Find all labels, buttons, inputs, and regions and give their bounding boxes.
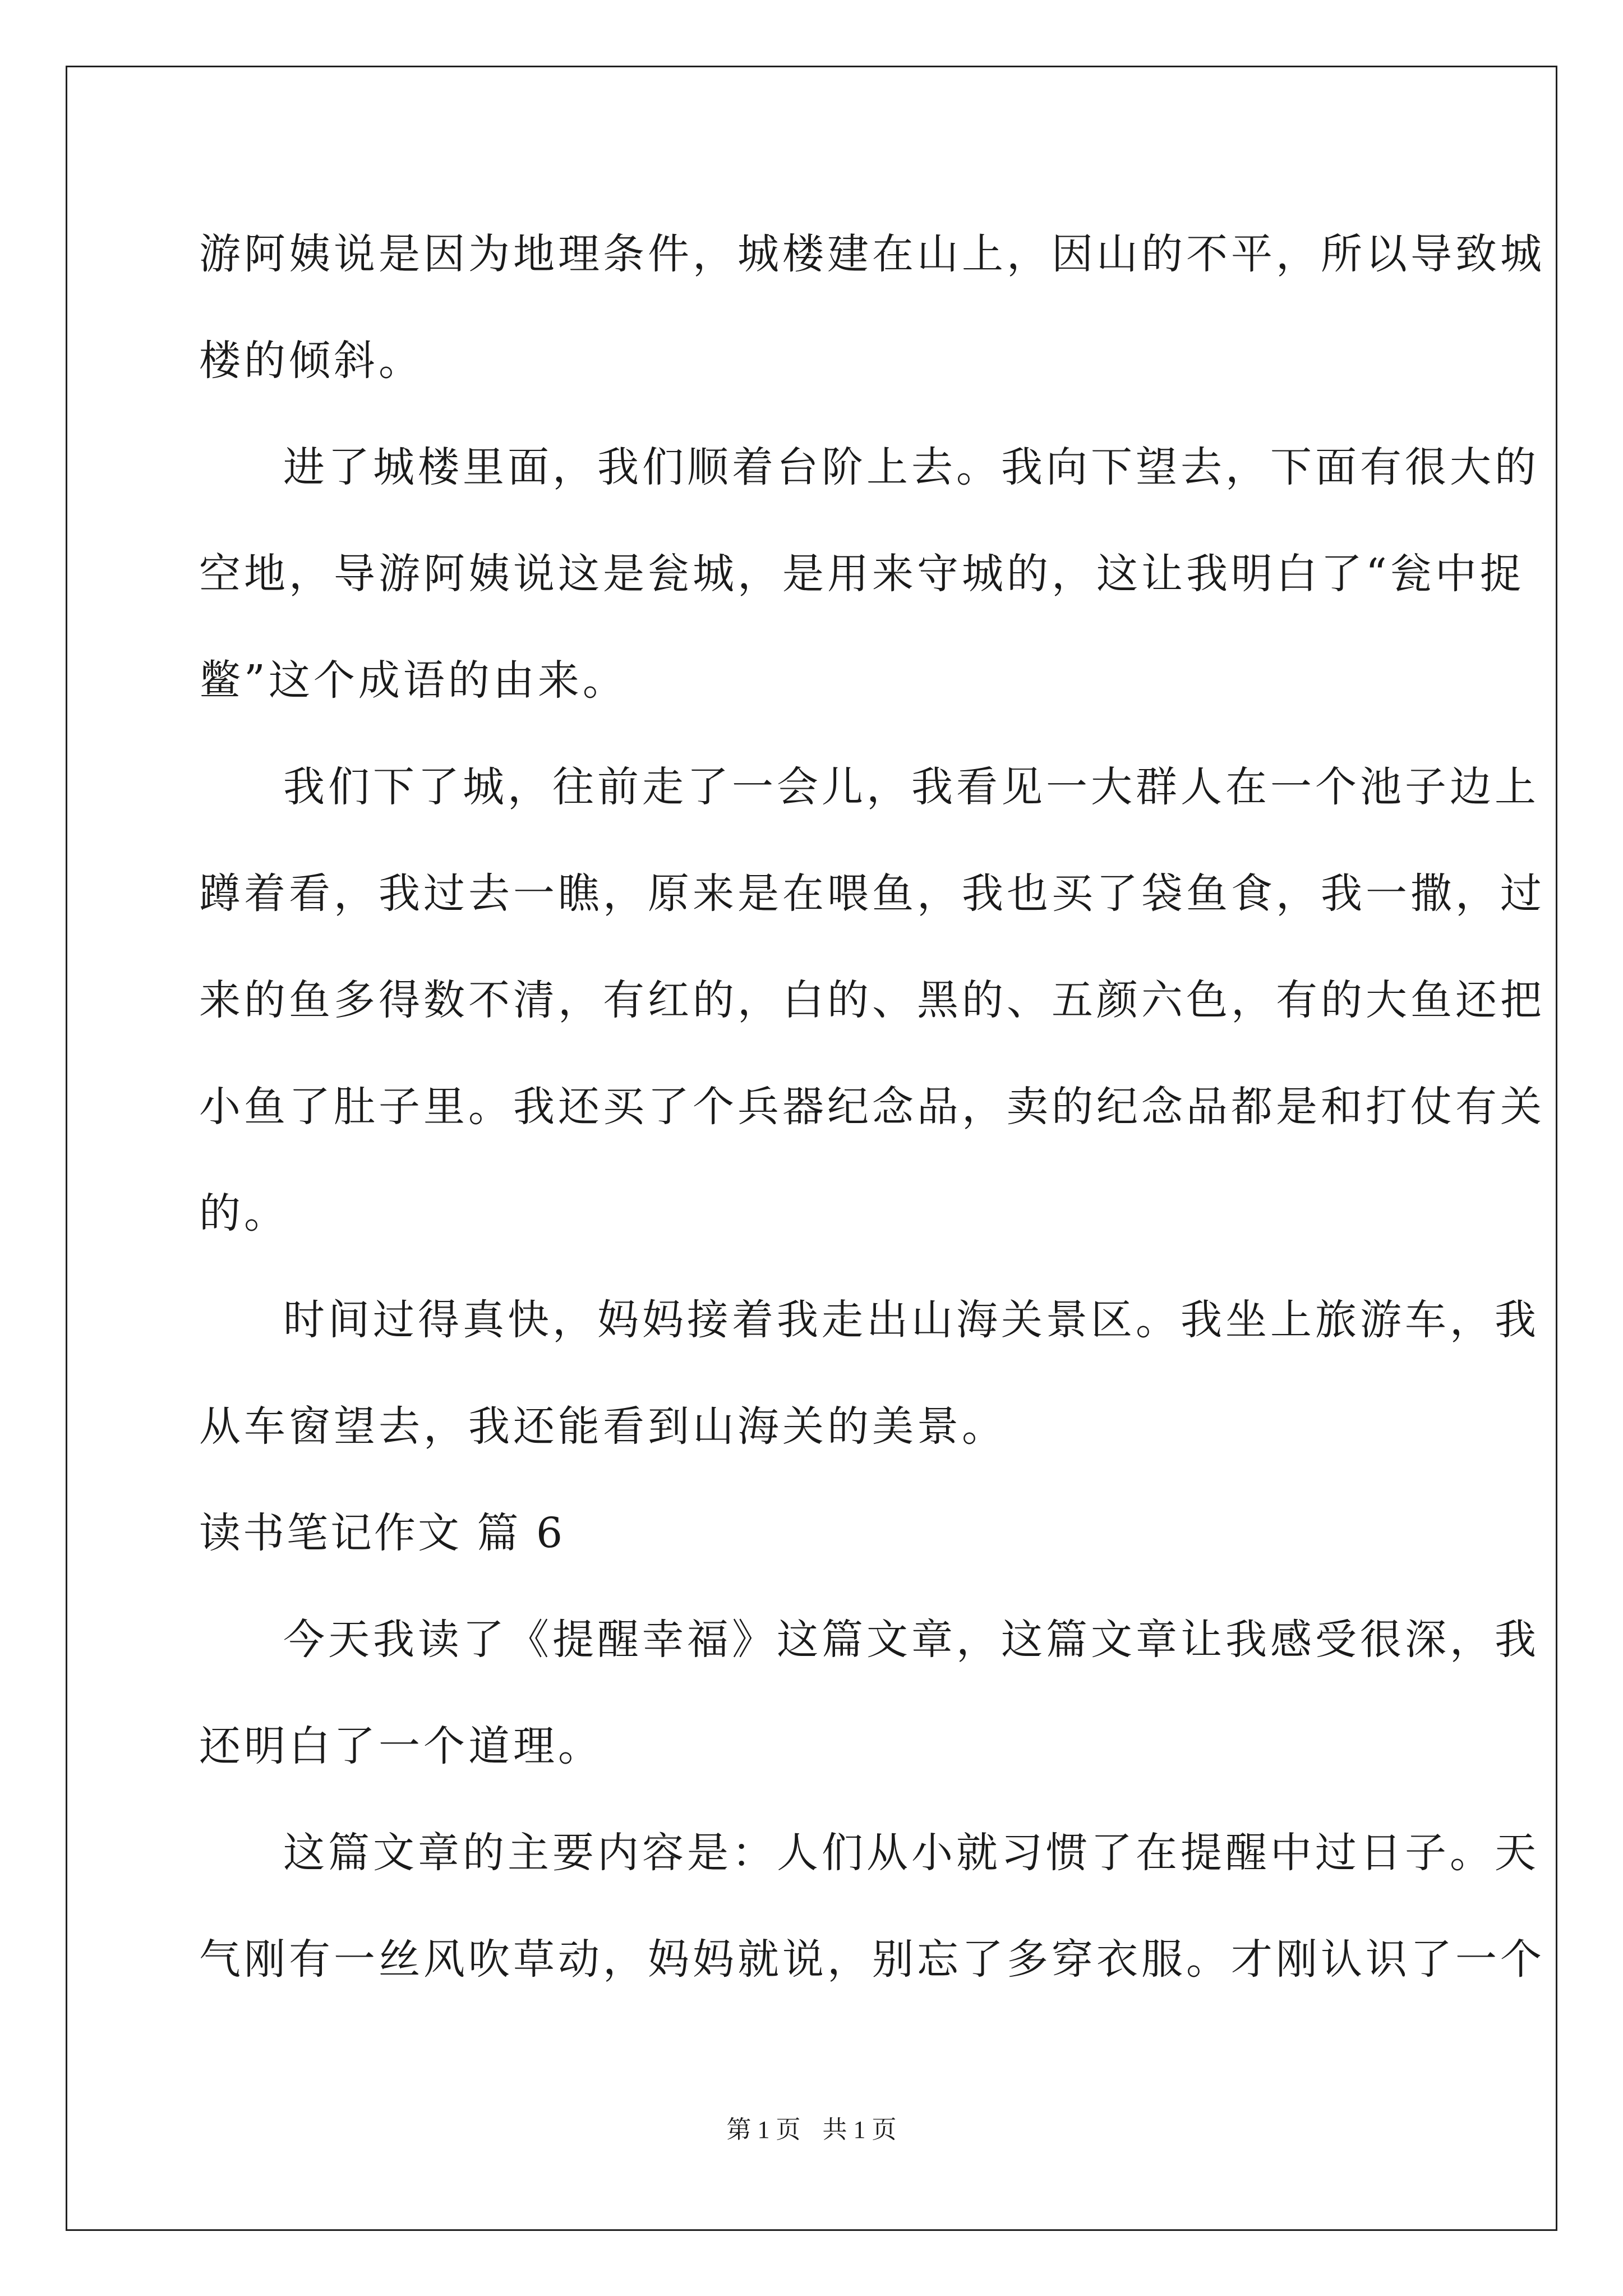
text-line: 来的鱼多得数不清，有红的，白的、黑的、五颜六色，有的大鱼还把 — [199, 976, 1545, 1024]
text-line: 这篇文章的主要内容是：人们从小就习惯了在提醒中过日子。天 — [283, 1829, 1539, 1877]
text-line: 我们下了城，往前走了一会儿，我看见一大群人在一个池子边上 — [283, 763, 1539, 811]
text-line: 小鱼了肚子里。我还买了个兵器纪念品，卖的纪念品都是和打仗有关 — [199, 1083, 1545, 1131]
text-line: 蹲着看，我过去一瞧，原来是在喂鱼，我也买了袋鱼食，我一撒，过 — [199, 869, 1545, 918]
text-line: 今天我读了《提醒幸福》这篇文章，这篇文章让我感受很深，我 — [283, 1616, 1539, 1664]
page-footer — [0, 2109, 1623, 2145]
section-heading: 读书笔记作文 篇 6 — [199, 1509, 565, 1557]
document-body — [199, 201, 1545, 2013]
text-line: 气刚有一丝风吹草动，妈妈就说，别忘了多穿衣服。才刚认识了一个 — [199, 1935, 1545, 1984]
text-line: 空地，导游阿姨说这是瓮城，是用来守城的，这让我明白了“瓮中捉 — [199, 550, 1525, 598]
text-line: 从车窗望去，我还能看到山海关的美景。 — [199, 1402, 1007, 1451]
text-line: 时间过得真快，妈妈接着我走出山海关景区。我坐上旅游车，我 — [283, 1296, 1539, 1344]
text-line: 鳖”这个成语的由来。 — [199, 656, 628, 705]
text-line: 楼的倾斜。 — [199, 337, 423, 385]
text-line: 的。 — [199, 1189, 289, 1237]
text-line: 游阿姨说是因为地理条件，城楼建在山上，因山的不平，所以导致城 — [199, 230, 1545, 278]
page-total: 共 1 页 — [822, 2116, 897, 2143]
text-line: 还明白了一个道理。 — [199, 1722, 603, 1770]
text-line: 进了城楼里面，我们顺着台阶上去。我向下望去，下面有很大的 — [283, 443, 1539, 491]
page-number: 第 1 页 — [726, 2116, 801, 2143]
